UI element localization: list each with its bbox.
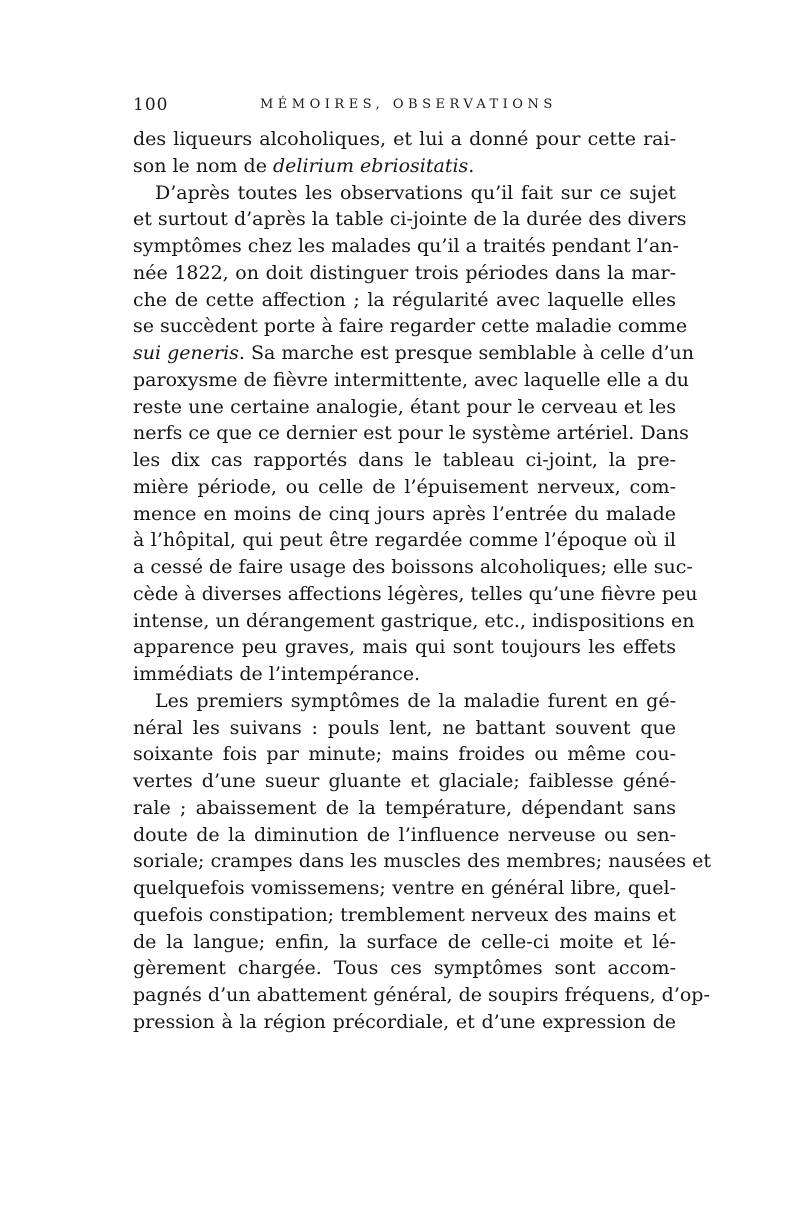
italic-text: sui generis [133, 342, 239, 364]
text-line [133, 287, 676, 314]
text-run: D’après toutes les observations qu’il fait sur ce sujet [155, 181, 676, 204]
text-run: intense, un dérangement gastrique, etc., indispositions en [133, 609, 695, 632]
text-run: à l’hôpital, qui peut être regardée comme l’époque où il [133, 529, 676, 552]
text-run: soixante fois par minute; mains froides ou même cou- [133, 743, 676, 766]
text-line [133, 180, 676, 207]
text-run: quefois constipation; tremblement nerveux des mains et [133, 903, 676, 926]
text-run: mence en moins de cinq jours après l’entrée du malade [133, 502, 676, 525]
text-line [133, 875, 676, 902]
text-run: a cessé de faire usage des boissons alcoholiques; elle suc- [133, 556, 693, 578]
text-run: son le nom de [133, 154, 274, 177]
text-run: se succèdent porte à faire regarder cette maladie comme [133, 315, 688, 338]
text-run: pagnés d’un abattement général, de soupirs fréquens, d’op- [133, 984, 710, 1006]
text-line [133, 554, 693, 581]
text-run: et surtout d’après la table ci-jointe de la durée des divers [133, 208, 687, 231]
text-line [133, 688, 676, 715]
text-run: doute de la diminution de l’influence nerveuse ou sen- [133, 823, 676, 846]
running-head: MÉMOIRES, OBSERVATIONS [260, 97, 557, 112]
text-line [133, 260, 676, 287]
text-line [133, 634, 676, 661]
text-line [133, 768, 676, 795]
text-line [133, 153, 676, 180]
text-line [133, 715, 676, 742]
text-line [133, 661, 676, 688]
text-run: apparence peu graves, mais qui sont toujours les effets [133, 636, 676, 659]
text-run: mière période, ou celle de l’épuisement nerveux, com- [133, 475, 676, 498]
text-line [133, 822, 676, 849]
text-run: de la langue; enfin, la surface de celle-ci moite et lé- [133, 930, 676, 953]
text-line [133, 233, 679, 260]
text-run: cède à diverses affections légères, telles qu’une fièvre peu [133, 582, 698, 605]
text-line [133, 848, 711, 875]
page-number: 100 [133, 95, 169, 115]
text-line [133, 340, 695, 367]
text-line [133, 474, 676, 501]
body-text [133, 126, 711, 1036]
text-run: gèrement chargée. Tous ces symptômes sont accom- [133, 957, 676, 980]
text-line [133, 581, 698, 608]
page-header [133, 95, 676, 119]
text-line [133, 367, 689, 394]
text-run: vertes d’une sueur gluante et glaciale; faiblesse géné- [133, 770, 676, 792]
text-run: Les premiers symptômes de la maladie furent en gé- [155, 689, 676, 712]
text-line [133, 1009, 676, 1036]
text-line [133, 608, 695, 635]
text-run: . Sa marche est presque semblable à celle d’un [238, 342, 695, 364]
text-run: née 1822, on doit distinguer trois périodes dans la mar- [133, 261, 676, 284]
text-run: . [468, 154, 475, 177]
text-run: paroxysme de fièvre intermittente, avec laquelle elle a du [133, 368, 689, 391]
text-line [133, 420, 689, 447]
italic-text: delirium ebriositatis [273, 154, 469, 177]
text-line [133, 501, 676, 528]
text-line [133, 902, 676, 929]
text-run: reste une certaine analogie, étant pour le cerveau et les [133, 395, 676, 418]
text-run: nerfs ce que ce dernier est pour le système artériel. Dans [133, 422, 689, 445]
text-run: quelquefois vomissemens; ventre en général libre, quel- [133, 877, 676, 899]
text-line [133, 447, 676, 474]
text-run: immédiats de l’intempérance. [133, 663, 421, 685]
text-line [133, 929, 676, 956]
text-line [133, 955, 676, 982]
text-run: soriale; crampes dans les muscles des membres; nausées et [133, 850, 711, 873]
text-line [133, 126, 676, 153]
text-run: néral les suivans : pouls lent, ne battant souvent que [133, 716, 676, 739]
text-line [133, 206, 687, 233]
text-run: che de cette affection ; la régularité avec laquelle elles [133, 288, 676, 311]
text-run: rale ; abaissement de la température, dépendant sans [133, 796, 676, 819]
text-line [133, 527, 676, 554]
text-line [133, 795, 676, 822]
text-line [133, 741, 676, 768]
text-run: pression à la région précordiale, et d’une expression de [133, 1010, 676, 1033]
text-run: symptômes chez les malades qu’il a traités pendant l’an- [133, 235, 679, 257]
text-run: des liqueurs alcoholiques, et lui a donné pour cette rai- [133, 128, 676, 150]
text-line [133, 394, 676, 421]
text-line [133, 313, 688, 340]
text-run: les dix cas rapportés dans le tableau ci-joint, la pre- [133, 449, 676, 471]
text-line [133, 982, 710, 1009]
